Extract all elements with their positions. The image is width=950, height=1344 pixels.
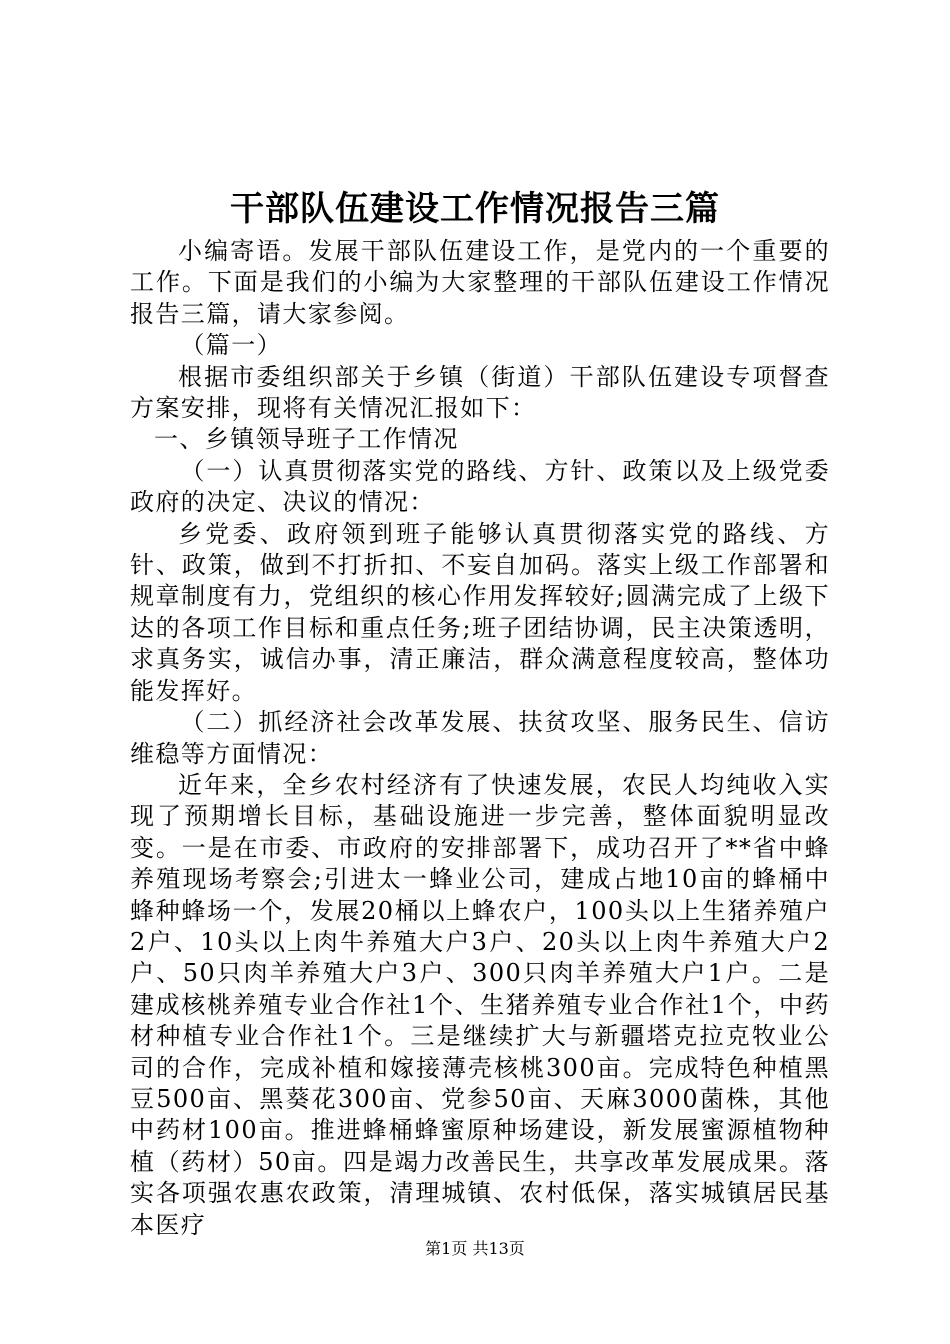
- document-title: 干部队伍建设工作情况报告三篇: [230, 189, 720, 229]
- document-body: [130, 236, 830, 1241]
- page-footer: 第1页 共13页: [425, 1239, 525, 1258]
- paragraph-overview: 根据市委组织部关于乡镇（街道）干部队伍建设专项督查方案安排，现将有关情况汇报如下：: [130, 362, 830, 423]
- paragraph-economy: 近年来，全乡农村经济有了快速发展，农民人均纯收入实现了预期增长目标，基础设施进一步完善，整体面貌明显改变。一是在市委、市政府的安排部署下，成功召开了**省中蜂养殖现场考察会;引进太一蜂业公司，建成占地10亩的蜂桶中蜂种蜂场一个，发展20桶以上蜂农户，100头以上生猪养殖户2户、10头以上肉牛养殖大户3户、20头以上肉牛养殖大户2户、50只肉羊养殖大户3户、300只肉羊养殖大户1户。二是建成核桃养殖专业合作社1个、生猪养殖专业合作社1个，中药材种植专业合作社1个。三是继续扩大与新疆塔克拉克牧业公司的合作，完成补植和嫁接薄壳核桃300亩。完成特色种植黑豆500亩、黑葵花300亩、党参50亩、天麻3000菌株，其他中药材100亩。推进蜂桶蜂蜜原种场建设，新发展蜜源植物种植（药材）50亩。四是竭力改善民生，共享改革发展成果。落实各项强农惠农政策，清理城镇、农村低保，落实城镇居民基本医疗: [130, 770, 830, 1239]
- subsection-heading-2: （二）抓经济社会改革发展、扶贫攻坚、服务民生、信访维稳等方面情况：: [130, 708, 830, 768]
- section-heading-1: 一、乡镇领导班子工作情况: [154, 425, 459, 454]
- subsection-heading-1: （一）认真贯彻落实党的路线、方针、政策以及上级党委政府的决定、决议的情况：: [130, 456, 830, 517]
- paragraph-intro: 小编寄语。发展干部队伍建设工作，是党内的一个重要的工作。下面是我们的小编为大家整理的干部队伍建设工作情况报告三篇，请大家参阅。: [130, 237, 830, 328]
- paragraph-leadership: 乡党委、政府领到班子能够认真贯彻落实党的路线、方针、政策，做到不打折扣、不妄自加码。落实上级工作部署和规章制度有力，党组织的核心作用发挥较好;圆满完成了上级下达的各项工作目标和重点任务;班子团结协调，民主决策透明，求真务实，诚信办事，清正廉洁，群众满意程度较高，整体功能发挥好。: [130, 519, 830, 705]
- paragraph-part-one-heading: （篇一）: [180, 331, 282, 360]
